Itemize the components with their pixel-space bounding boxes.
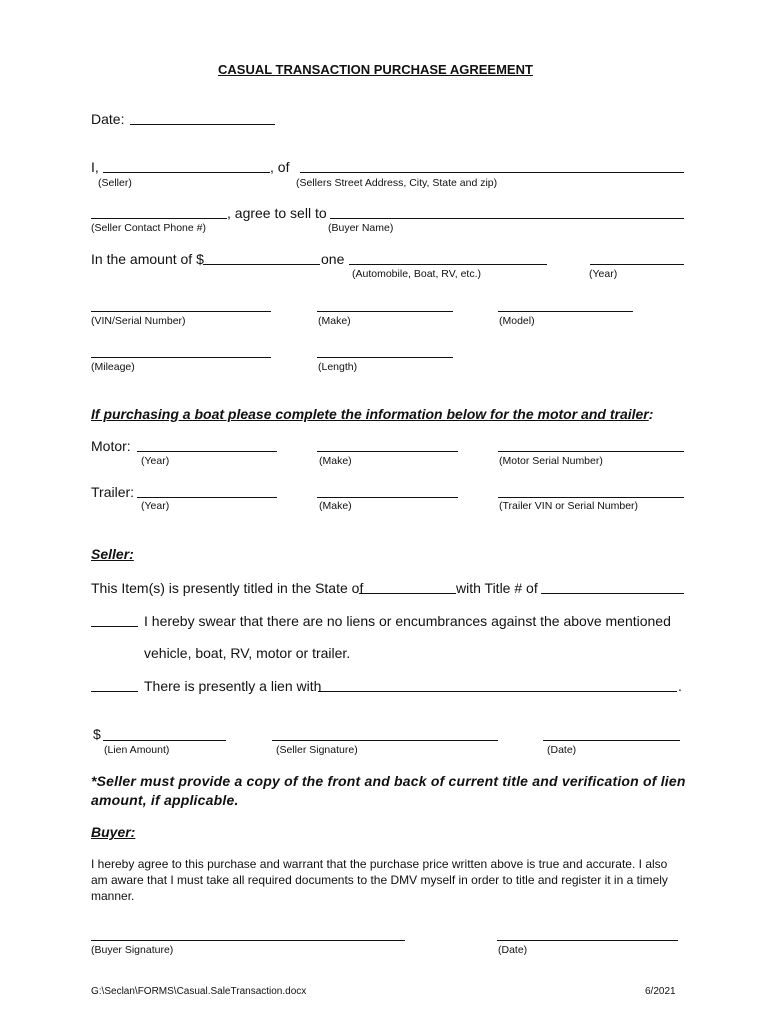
make-field[interactable] [317,311,453,312]
lien-amount-field[interactable] [103,740,226,741]
vin-caption: (VIN/Serial Number) [91,315,186,327]
seller-date-caption: (Date) [547,744,577,756]
date-field[interactable] [130,124,275,125]
buyer-date-field[interactable] [497,940,678,941]
motor-make-field[interactable] [317,451,458,452]
boat-heading-text: If purchasing a boat please complete the information below for the motor and trailer [91,406,649,422]
motor-serial-field[interactable] [498,451,684,452]
seller-signature-field[interactable] [272,740,498,741]
model-caption: (Model) [499,315,535,327]
seller-address-field[interactable] [300,172,684,173]
title-number-field[interactable] [541,593,684,594]
swear-text: I hereby swear that there are no liens or encumbrances against the above mentioned [144,613,671,629]
lien-text: There is presently a lien with [144,678,322,694]
seller-phone-caption: (Seller Contact Phone #) [91,222,206,234]
trailer-year-caption: (Year) [141,500,170,512]
swear-initial-field[interactable] [91,626,138,627]
trailer-make-field[interactable] [317,497,458,498]
buyer-signature-caption: (Buyer Signature) [91,944,174,956]
motor-year-field[interactable] [137,451,277,452]
buyer-signature-field[interactable] [91,940,405,941]
boat-heading [91,406,653,424]
one-label: one [321,251,345,267]
footer-date: 6/2021 [645,986,676,997]
length-field[interactable] [317,357,453,358]
mileage-field[interactable] [91,357,271,358]
year-field[interactable] [590,264,684,265]
motor-year-caption: (Year) [141,455,170,467]
trailer-label: Trailer: [91,484,135,500]
lien-initial-field[interactable] [91,691,138,692]
vin-field[interactable] [91,311,271,312]
footer-path: G:\Seclan\FORMS\Casual.SaleTransaction.docx [91,986,307,997]
trailer-year-field[interactable] [137,497,277,498]
trailer-make-caption: (Make) [319,500,352,512]
buyer-name-caption: (Buyer Name) [328,222,394,234]
boat-heading-colon: : [648,406,654,422]
lien-amount-caption: (Lien Amount) [104,744,170,756]
seller-signature-caption: (Seller Signature) [276,744,358,756]
title-number-text: with Title # of [456,580,538,596]
trailer-vin-caption: (Trailer VIN or Serial Number) [499,500,639,512]
agree-label: , agree to sell to [227,205,327,221]
of-label: , of [270,159,290,175]
seller-date-field[interactable] [543,740,680,741]
make-caption: (Make) [318,315,351,327]
length-caption: (Length) [318,361,358,373]
vehicle-type-caption: (Automobile, Boat, RV, etc.) [352,268,481,280]
seller-heading: Seller: [91,546,134,562]
dollar-sign: $ [93,726,101,742]
buyer-name-field[interactable] [330,218,684,219]
mileage-caption: (Mileage) [91,361,135,373]
buyer-heading: Buyer: [91,824,136,840]
seller-name-field[interactable] [103,172,270,173]
buyer-paragraph: I hereby agree to this purchase and warrant that the purchase price written above is true and accurate. I also am aware that I must take all required documents to the DMV myself in order to title and register it in a timely manner. [91,857,668,903]
page-title: CASUAL TRANSACTION PURCHASE AGREEMENT [218,62,533,77]
title-state-field[interactable] [359,593,456,594]
model-field[interactable] [498,311,633,312]
lienholder-field[interactable] [318,691,677,692]
buyer-date-caption: (Date) [498,944,528,956]
motor-serial-caption: (Motor Serial Number) [499,455,603,467]
seller-phone-field[interactable] [91,218,227,219]
swear-text-2: vehicle, boat, RV, motor or trailer. [144,645,351,661]
date-label: Date: [91,111,125,127]
amount-label: In the amount of $ [91,251,204,267]
i-label: I, [91,159,99,175]
motor-make-caption: (Make) [319,455,352,467]
titled-text: This Item(s) is presently titled in the State of [91,580,364,596]
motor-label: Motor: [91,438,131,454]
seller-caption: (Seller) [98,177,132,189]
seller-note: *Seller must provide a copy of the front and back of current title and verification of lien amount, if applicable. [91,773,686,808]
year-caption: (Year) [589,268,618,280]
seller-address-caption: (Sellers Street Address, City, State and zip) [296,177,498,189]
lien-period: . [678,678,682,694]
vehicle-type-field[interactable] [349,264,547,265]
trailer-vin-field[interactable] [498,497,684,498]
amount-field[interactable] [203,264,320,265]
